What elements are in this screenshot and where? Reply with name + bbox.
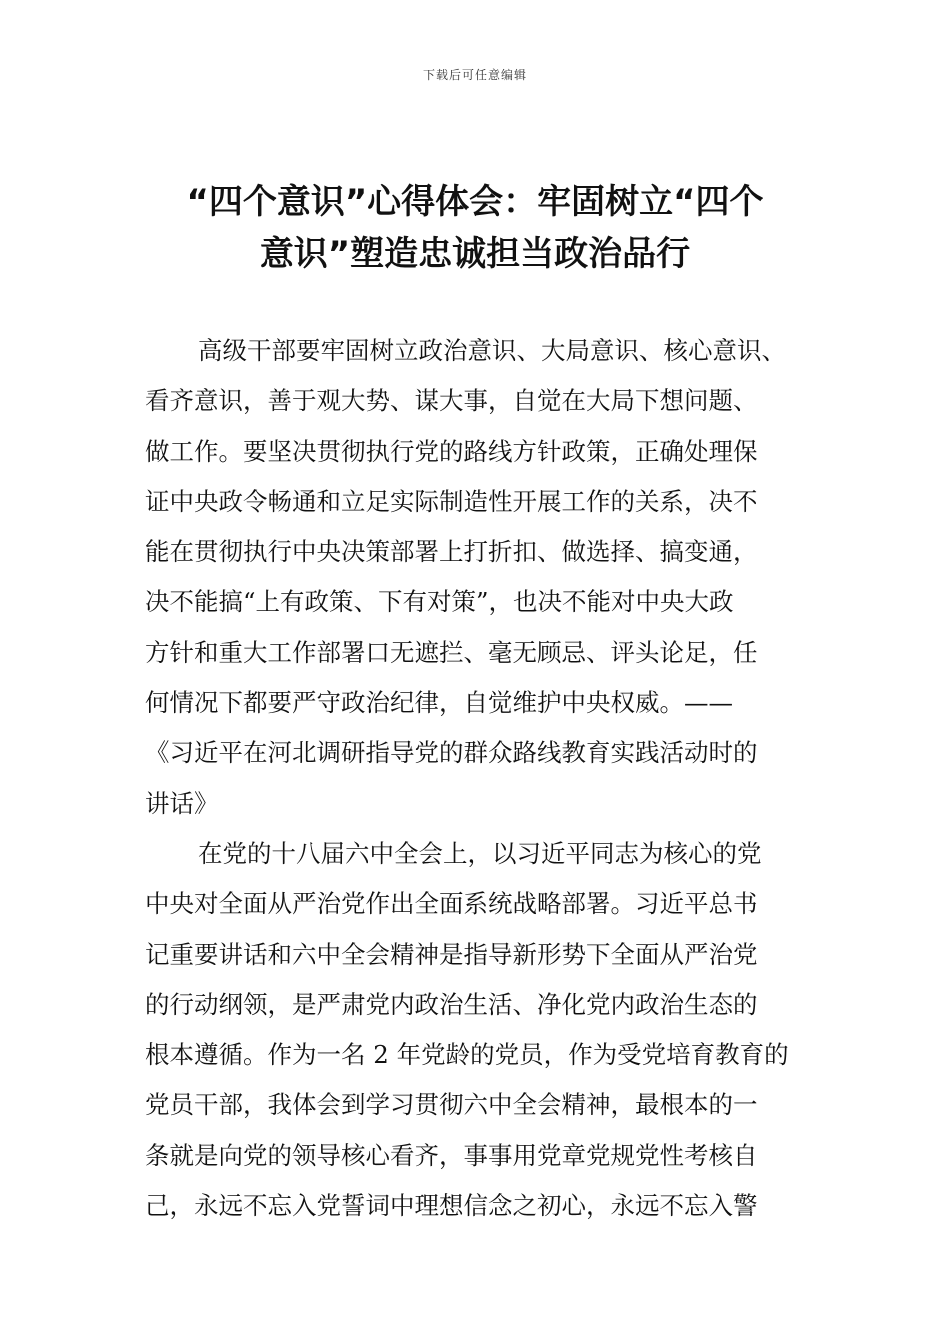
paragraph-line: 高级干部要牢固树立政治意识、大局意识、核心意识、 xyxy=(198,336,786,365)
paragraph-line: 方针和重大工作部署口无遮拦、毫无顾忌、评头论足，任 xyxy=(145,637,758,667)
paragraph-line: 能在贯彻执行中央决策部署上打折扣、做选择、搞变通， xyxy=(145,537,758,567)
paragraph-line: 何情况下都要严守政治纪律，自觉维护中央权威。—— xyxy=(145,688,733,718)
paragraph-2 xyxy=(145,829,813,1231)
paragraph-line: 记重要讲话和六中全会精神是指导新形势下全面从严治党 xyxy=(145,939,758,969)
document-title xyxy=(150,176,800,280)
title-line-1: “四个意识”心得体会：牢固树立“四个 xyxy=(186,182,764,222)
paragraph-line: 做工作。要坚决贯彻执行党的路线方针政策，正确处理保 xyxy=(145,436,758,466)
paragraph-line: 《习近平在河北调研指导党的群众路线教育实践活动时的 xyxy=(145,738,758,768)
paragraph-line: 中央对全面从严治党作出全面系统战略部署。习近平总书 xyxy=(145,889,758,919)
header-note: 下载后可任意编辑 xyxy=(422,68,527,82)
paragraph-line: 条就是向党的领导核心看齐，事事用党章党规党性考核自 xyxy=(145,1140,758,1170)
document-body xyxy=(145,326,813,1231)
paragraph-line: 在党的十八届六中全会上，以习近平同志为核心的党 xyxy=(198,838,762,868)
paragraph-line: 证中央政令畅通和立足实际制造性开展工作的关系，决不 xyxy=(145,486,758,516)
paragraph-line: 党员干部，我体会到学习贯彻六中全会精神，最根本的一 xyxy=(145,1090,758,1120)
paragraph-line: 己，永远不忘入党誓词中理想信念之初心，永远不忘入警 xyxy=(145,1191,758,1221)
paragraph-line: 根本遵循。作为一名 2 年党龄的党员，作为受党培育教育的 xyxy=(145,1040,789,1070)
paragraph-line: 决不能搞“上有政策、下有对策”，也决不能对中央大政 xyxy=(145,587,734,617)
paragraph-line: 看齐意识，善于观大势、谋大事，自觉在大局下想问题、 xyxy=(145,386,758,416)
title-line-2: 意识”塑造忠诚担当政治品行 xyxy=(259,234,691,274)
paragraph-line: 讲话》 xyxy=(145,788,219,818)
paragraph-1 xyxy=(145,326,813,829)
paragraph-line: 的行动纲领，是严肃党内政治生活、净化党内政治生态的 xyxy=(145,989,758,1019)
